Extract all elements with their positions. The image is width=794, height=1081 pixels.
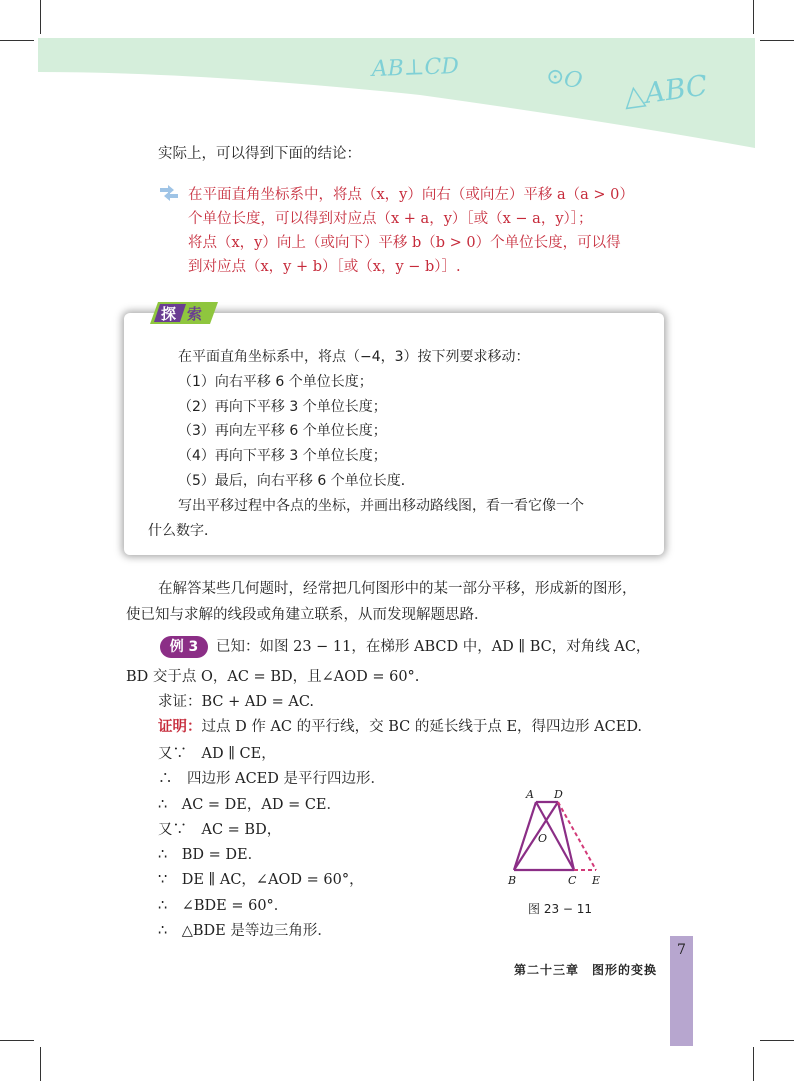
conclusion-line: 在平面直角坐标系中，将点（x，y）向右（或向左）平移 a（a > 0） <box>188 187 634 203</box>
intro-text: 实际上，可以得到下面的结论： <box>158 146 361 162</box>
conclusion-line: 到对应点（x，y + b）［或（x，y − b）］. <box>188 259 461 275</box>
label-C: C <box>568 874 577 887</box>
proof-intro <box>158 716 642 738</box>
conclusion-line: 个单位长度，可以得到对应点（x + a，y）［或（x − a，y）］； <box>188 211 593 227</box>
explore-badge <box>150 302 218 324</box>
svg-text:探: 探 <box>161 305 177 323</box>
label-E: E <box>592 874 601 887</box>
crop-mark <box>0 1040 34 1041</box>
explore-line: 写出平移过程中各点的坐标，并画出移动路线图，看一看它像一个 <box>178 497 584 514</box>
example-line: 已知：如图 23 − 11，在梯形 ABCD 中，AD ∥ BC，对角线 AC， <box>216 639 651 655</box>
proof-step: ∵ DE ∥ AC，∠AOD = 60°， <box>158 872 364 889</box>
header-banner <box>0 0 794 150</box>
paragraph-line: 在解答某些几何题时，经常把几何图形中的某一部分平移，形成新的图形， <box>158 581 637 597</box>
explore-line: （2）再向下平移 3 个单位长度； <box>178 398 387 415</box>
explore-line: 什么数字． <box>148 522 218 539</box>
conclusion-line: 将点（x，y）向上（或向下）平移 b（b > 0）个单位长度，可以得 <box>188 235 621 251</box>
explore-text <box>148 345 584 543</box>
double-arrow-icon <box>158 184 180 202</box>
proof-label: 证明： <box>158 718 202 735</box>
trapezoid-figure <box>498 784 616 896</box>
diagonal-BD <box>514 802 558 870</box>
svg-text:索: 索 <box>187 305 203 323</box>
explore-line: （5）最后，向右平移 6 个单位长度． <box>178 472 415 489</box>
dashed-DE <box>558 802 596 870</box>
explore-line: （4）再向下平移 3 个单位长度； <box>178 448 387 465</box>
figure-caption: 图 23 − 11 <box>528 902 593 916</box>
proof-step: ∴ 四边形 ACED 是平行四边形． <box>158 771 385 788</box>
crop-mark <box>40 1047 41 1081</box>
explore-line: （3）再向左平移 6 个单位长度； <box>178 423 387 440</box>
label-O: O <box>538 832 548 845</box>
crop-mark <box>760 1040 794 1041</box>
proof-step: 又∵ AC = BD， <box>158 821 282 838</box>
label-A: A <box>526 788 534 801</box>
deco-formula-3: △ABC <box>621 68 710 113</box>
label-B: B <box>508 874 517 887</box>
crop-mark <box>753 1047 754 1081</box>
deco-formula-2: ⊙O <box>543 63 585 95</box>
proof-step: ∴ ∠BDE = 60°． <box>158 897 289 914</box>
proof-steps <box>158 742 385 944</box>
explore-line: 在平面直角坐标系中，将点（−4，3）按下列要求移动： <box>178 349 530 365</box>
label-D: D <box>554 788 563 801</box>
chapter-footer: 第二十三章 图形的变换 <box>514 963 658 977</box>
example-line: 求证：BC + AD = AC. <box>158 694 315 710</box>
proof-step: ∴ BD = DE． <box>158 847 263 864</box>
proof-step: 又∵ AD ∥ CE， <box>158 746 276 762</box>
conclusion-block <box>188 183 634 279</box>
proof-line: 过点 D 作 AC 的平行线，交 BC 的延长线于点 E，得四边形 ACED. <box>201 719 643 735</box>
proof-step: ∴ △BDE 是等边三角形． <box>158 923 332 940</box>
explore-line: （1）向右平移 6 个单位长度； <box>178 373 373 390</box>
example-badge: 例 3 <box>160 636 208 658</box>
page-number: 7 <box>677 942 686 958</box>
segment-AB <box>514 802 536 870</box>
example-line: BD 交于点 O，AC = BD，且∠AOD = 60°. <box>126 669 420 685</box>
deco-formula-1: AB⊥CD <box>371 53 460 82</box>
proof-step: ∴ AC = DE，AD = CE． <box>158 796 342 813</box>
paragraph-line: 使已知与求解的线段或角建立联系，从而发现解题思路． <box>126 607 489 623</box>
segment-DC <box>558 802 574 870</box>
